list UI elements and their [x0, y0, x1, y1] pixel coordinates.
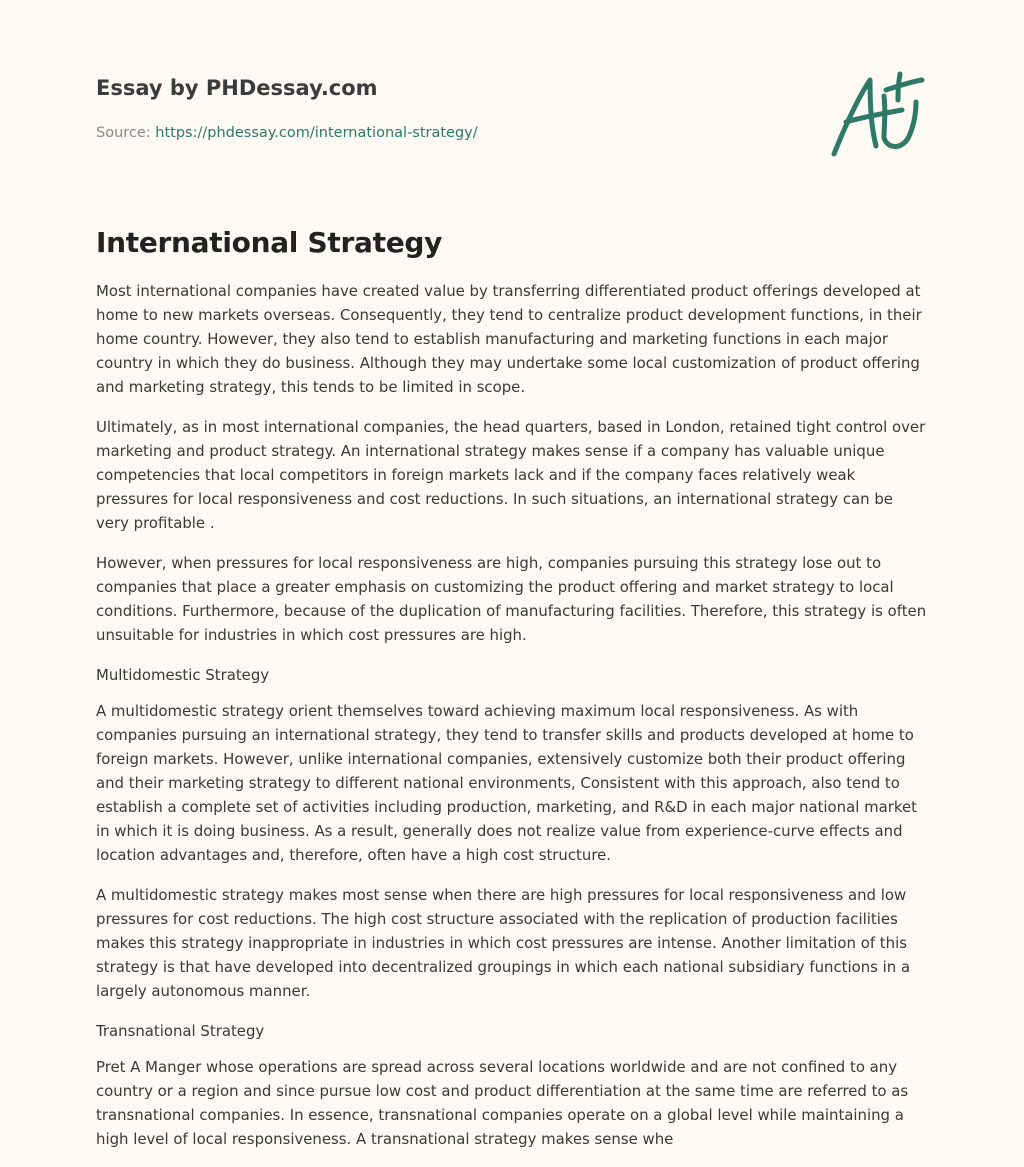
brand-title: Essay by PHDessay.com — [96, 76, 378, 100]
paragraph: A multidomestic strategy orient themselves toward achieving maximum local responsiveness. As with companies pursuing an international strategy, they tend to transfer skills and products developed at home to foreign markets. However, unlike international companies, extensively customize both their product offering and their marketing strategy to different national environments, Consistent with this approach, also tend to establish a complete set of activities including production, marketing, and R&D in each major national market in which it is doing business. As a result, generally does not realize value from experience-curve effects and location advantages and, therefore, often have a high cost structure. — [96, 702, 917, 864]
source-label: Source: — [96, 125, 151, 141]
paragraph: Most international companies have created value by transferring differentiated product offerings developed at home to new markets overseas. Consequently, they tend to centralize product development functions, in their home country. However, they also tend to establish manufacturing and marketing functions in each major country in which they do business. Although they may undertake some local customization of product offering and marketing strategy, this tends to be limited in scope. — [96, 282, 922, 396]
a-plus-logo-icon — [824, 68, 928, 164]
section-heading: Transnational Strategy — [96, 1022, 265, 1040]
essay-header — [96, 76, 928, 176]
section-heading: Multidomestic Strategy — [96, 666, 270, 684]
paragraph: A multidomestic strategy makes most sense when there are high pressures for local responsiveness and low pressures for cost reductions. The high cost structure associated with the replication of production facilities makes this strategy inappropriate in industries in which cost pressures are intense. Another limitation of this strategy is that have developed into decentralized groupings in which each national subsidiary functions in a largely autonomous manner. — [96, 886, 911, 1000]
source-line — [96, 125, 478, 141]
paragraph: Pret A Manger whose operations are spread across several locations worldwide and are not confined to any country or a region and since pursue low cost and product differentiation at the same time are referred to as transnational companies. In essence, transnational companies operate on a global level while maintaining a high level of local responsiveness. A transnational strategy makes sense whe — [96, 1058, 909, 1148]
article-body — [96, 226, 930, 1167]
article-title: International Strategy — [96, 226, 443, 259]
source-link[interactable]: https://phdessay.com/international-strategy/ — [155, 125, 478, 141]
paragraph: However, when pressures for local responsiveness are high, companies pursuing this strategy lose out to companies that place a greater emphasis on customizing the product offering and market strategy to local conditions. Furthermore, because of the duplication of manufacturing facilities. Therefore, this strategy is often unsuitable for industries in which cost pressures are high. — [96, 554, 927, 644]
paragraph: Ultimately, as in most international companies, the head quarters, based in London, retained tight control over marketing and product strategy. An international strategy makes sense if a company has valuable unique competencies that local competitors in foreign markets lack and if the company faces relatively weak pressures for local responsiveness and cost reductions. In such situations, an international strategy can be very profitable . — [96, 418, 926, 532]
